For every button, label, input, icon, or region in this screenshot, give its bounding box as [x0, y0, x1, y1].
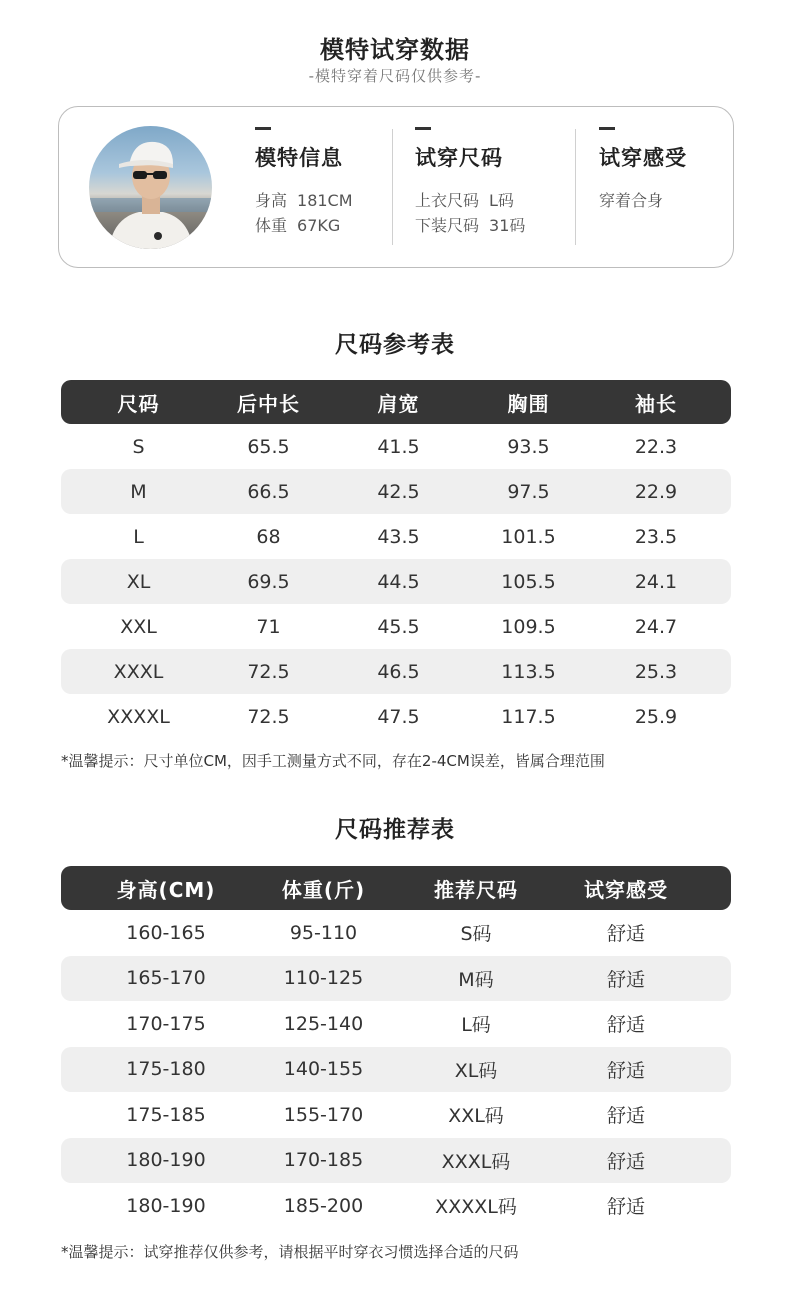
rec-table-note: *温馨提示：试穿推荐仅供参考，请根据平时穿衣习惯选择合适的尺码	[61, 1243, 519, 1261]
size-table-title: 尺码参考表	[335, 332, 455, 358]
table-cell: XXXL码	[441, 1150, 511, 1173]
table-row	[61, 1047, 731, 1093]
tryon-size-heading: 试穿尺码	[415, 146, 503, 170]
table-row	[61, 469, 731, 514]
tryon-size-column	[415, 127, 525, 238]
top-size-label: 上衣尺码	[415, 191, 480, 210]
table-cell: XL码	[454, 1059, 498, 1082]
page-subtitle: -模特穿着尺码仅供参考-	[308, 67, 482, 85]
bottom-size-label: 下装尺码	[415, 216, 480, 235]
table-row	[61, 1138, 731, 1184]
column-header: 袖长	[635, 391, 677, 416]
column-header: 试穿感受	[584, 877, 668, 902]
table-cell: XXL	[120, 615, 157, 638]
dash-decoration	[415, 127, 431, 130]
table-row	[61, 559, 731, 604]
table-cell: 41.5	[377, 435, 420, 458]
model-info-column	[255, 127, 353, 238]
table-cell: 23.5	[634, 525, 678, 548]
column-header: 推荐尺码	[434, 877, 518, 902]
table-cell: 101.5	[501, 525, 556, 548]
table-cell: XXXXL	[107, 705, 170, 728]
table-cell: 舒适	[606, 923, 645, 946]
table-cell: 24.7	[634, 615, 678, 638]
table-cell: 165-170	[126, 967, 206, 990]
dash-decoration	[255, 127, 271, 130]
column-header: 体重(斤)	[281, 877, 366, 902]
table-cell: L码	[461, 1014, 491, 1037]
table-cell: 22.3	[634, 435, 678, 458]
dash-decoration	[599, 127, 615, 130]
bottom-size-value: 31码	[489, 216, 526, 235]
table-cell: 175-185	[126, 1103, 206, 1126]
table-cell: 105.5	[501, 570, 556, 593]
table-cell: 45.5	[377, 615, 420, 638]
table-row	[61, 694, 731, 739]
size-table-note: *温馨提示：尺寸单位CM，因手工测量方式不同，存在2-4CM误差，皆属合理范围	[61, 752, 605, 770]
table-cell: S码	[460, 923, 492, 946]
table-cell: 25.9	[634, 705, 678, 728]
table-cell: M	[130, 480, 147, 503]
height-label: 身高	[255, 191, 288, 210]
model-info-heading: 模特信息	[255, 146, 343, 170]
table-cell: 66.5	[247, 480, 290, 503]
top-size-value: L码	[489, 191, 514, 210]
size-reference-table	[61, 380, 731, 739]
size-recommendation-table	[61, 866, 731, 1229]
table-cell: 舒适	[606, 1196, 645, 1219]
table-cell: 舒适	[606, 1059, 645, 1082]
table-cell: 125-140	[283, 1012, 364, 1035]
table-cell: 71	[256, 615, 281, 638]
table-row	[61, 424, 731, 469]
table-cell: 160-165	[126, 921, 206, 944]
table-cell: 109.5	[501, 615, 556, 638]
table-cell: 24.1	[634, 570, 678, 593]
rec-table-title: 尺码推荐表	[335, 817, 455, 843]
table-cell: 65.5	[247, 435, 290, 458]
table-cell: 69.5	[247, 570, 290, 593]
column-header: 身高(CM)	[116, 877, 216, 902]
table-row	[61, 910, 731, 956]
model-info-card	[58, 106, 734, 268]
table-cell: 舒适	[606, 1105, 645, 1128]
table-cell: 舒适	[606, 968, 645, 991]
table-cell: 175-180	[126, 1058, 206, 1081]
model-weight	[255, 213, 353, 238]
table-cell: 舒适	[606, 1014, 645, 1037]
table-cell: 44.5	[377, 570, 420, 593]
table-cell: 97.5	[507, 480, 550, 503]
table-cell: 46.5	[377, 660, 420, 683]
model-avatar	[89, 126, 212, 249]
table-cell: 93.5	[507, 435, 550, 458]
table-cell: S	[132, 435, 145, 458]
table-row	[61, 1092, 731, 1138]
table-row	[61, 1183, 731, 1229]
table-cell: XXXL	[113, 660, 164, 683]
table-row	[61, 604, 731, 649]
table-cell: XXXXL码	[435, 1196, 517, 1219]
column-divider	[575, 129, 576, 245]
bottom-size	[415, 213, 525, 238]
table-cell: 155-170	[283, 1103, 364, 1126]
table-row	[61, 1001, 731, 1047]
table-cell: 95-110	[289, 921, 358, 944]
column-header: 后中长	[237, 391, 300, 416]
table-cell: 43.5	[377, 525, 420, 548]
table-cell: 170-175	[126, 1012, 206, 1035]
table-cell: XXL码	[448, 1105, 504, 1128]
table-cell: 72.5	[247, 660, 290, 683]
tryon-feel-column	[599, 127, 687, 213]
table-cell: 117.5	[501, 705, 556, 728]
tryon-feel-heading: 试穿感受	[599, 146, 687, 170]
table-cell: 180-190	[126, 1149, 206, 1172]
top-size	[415, 188, 525, 213]
table-cell: L	[133, 525, 144, 548]
table-cell: 22.9	[634, 480, 678, 503]
table-cell: 72.5	[247, 705, 290, 728]
height-value: 181CM	[297, 191, 353, 210]
page-title: 模特试穿数据	[320, 36, 470, 64]
table-cell: 25.3	[634, 660, 678, 683]
table-cell: 185-200	[283, 1194, 364, 1217]
tryon-feel-value: 穿着合身	[599, 191, 664, 210]
table-row	[61, 514, 731, 559]
table-cell: 113.5	[501, 660, 556, 683]
table-cell: 舒适	[606, 1150, 645, 1173]
table-cell: 170-185	[283, 1149, 364, 1172]
table-cell: 68	[256, 525, 281, 548]
table-header	[61, 380, 731, 424]
table-cell: 47.5	[377, 705, 420, 728]
table-row	[61, 649, 731, 694]
table-cell: 140-155	[283, 1058, 364, 1081]
table-cell: 180-190	[126, 1194, 206, 1217]
table-cell: XL	[126, 570, 151, 593]
column-header: 尺码	[117, 391, 160, 416]
column-header: 胸围	[507, 391, 550, 416]
weight-value: 67KG	[297, 216, 341, 235]
model-height	[255, 188, 353, 213]
table-cell: M码	[458, 968, 494, 991]
table-row	[61, 956, 731, 1002]
table-cell: 42.5	[377, 480, 420, 503]
table-cell: 110-125	[283, 967, 364, 990]
table-header	[61, 866, 731, 910]
weight-label: 体重	[255, 216, 288, 235]
column-header: 肩宽	[377, 391, 420, 416]
column-divider	[392, 129, 393, 245]
